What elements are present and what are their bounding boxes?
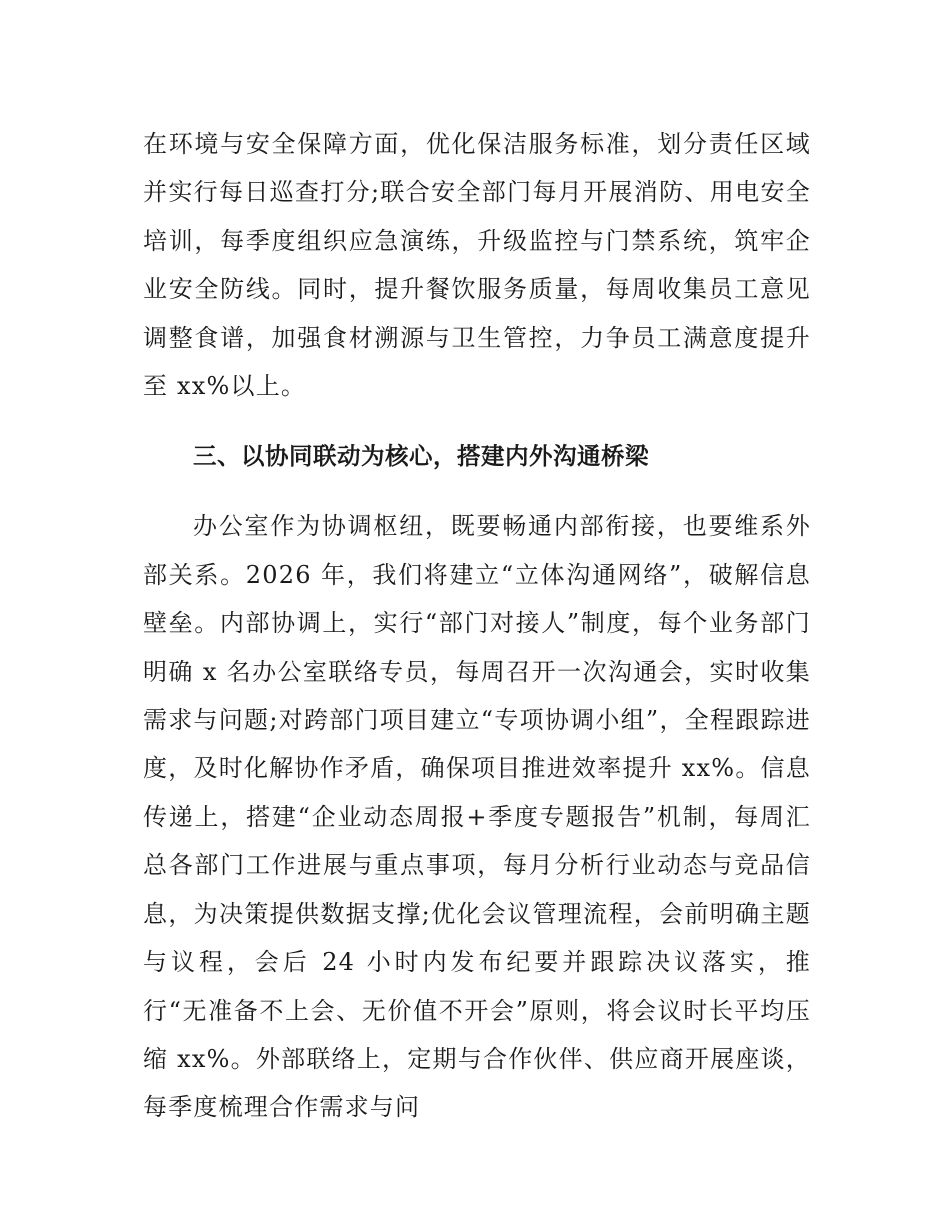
- paragraph-environment-safety: 在环境与安全保障方面，优化保洁服务标准，划分责任区域并实行每日巡查打分;联合安全部门每月开展消防、用电安全培训，每季度组织应急演练，升级监控与门禁系统，筑牢企业安全防线。同时，提升餐饮服务质量，每周收集员工意见调整食谱，加强食材溯源与卫生管控，力争员工满意度提升至 xx%以上。: [143, 130, 811, 401]
- section-heading: 三、以协同联动为核心，搭建内外沟通桥梁: [193, 442, 649, 471]
- document-page: [143, 120, 811, 1132]
- paragraph-coordination: 办公室作为协调枢纽，既要畅通内部衔接，也要维系外部关系。2026 年，我们将建立“立体沟通网络”，破解信息壁垒。内部协调上，实行“部门对接人”制度，每个业务部门明确 x 名办公室联络专员，每周召开一次沟通会，实时收集需求与问题;对跨部门项目建立“专项协调小组”，全程跟踪进度，及时化解协作矛盾，确保项目推进效率提升 xx%。信息传递上，搭建“企业动态周报+季度专题报告”机制，每周汇总各部门工作进展与重点事项，每月分析行业动态与竞品信息，为决策提供数据支撑;优化会议管理流程，会前明确主题与议程，会后 24 小时内发布纪要并跟踪决议落实，推行“无准备不上会、无价值不开会”原则，将会议时长平均压缩 xx%。外部联络上，定期与合作伙伴、供应商开展座谈，每季度梳理合作需求与问: [143, 512, 811, 1122]
